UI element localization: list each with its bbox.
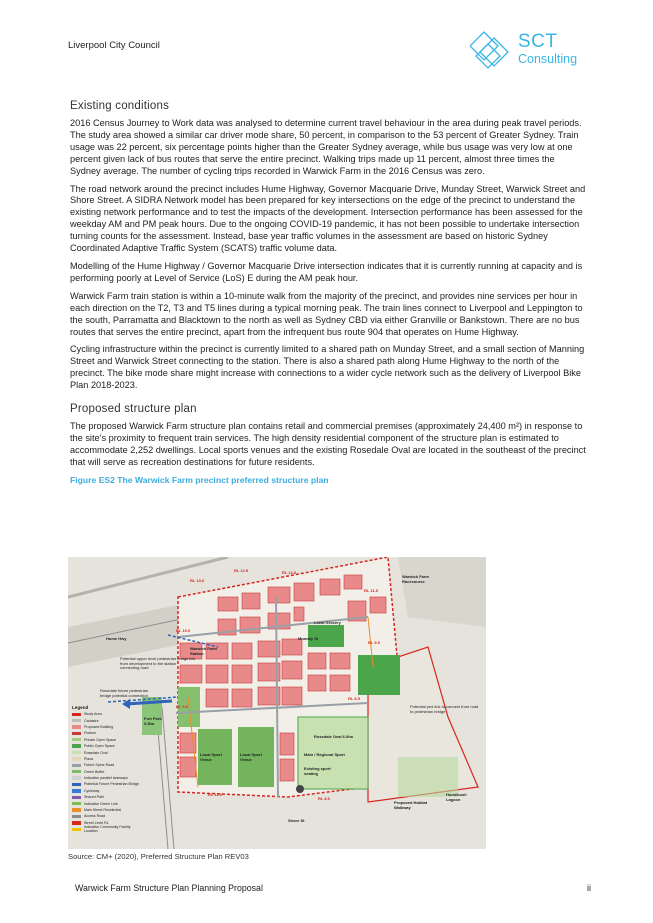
legend-swatch-icon — [72, 738, 81, 741]
legend-swatch-icon — [72, 719, 81, 722]
rl-tag: RL 11.5 — [364, 588, 378, 593]
rl-tag: RL 8.5 — [348, 696, 360, 701]
label-existing-seating: Existing sport seating — [304, 766, 331, 776]
legend-swatch-icon — [72, 751, 81, 754]
existing-paragraph-5: Cycling infrastructure within the precinct is currently limited to a shared path on Munday Street, and a small section of Manning Street and Warwick Street connecting to the station. There is also a shared path along Hume Highway to the north of the precinct. The bike mode share might increase with connections to a wider cycle network such as the delivery of Liverpool Bike Plan 2018-2023. — [70, 344, 585, 391]
legend-swatch-icon — [72, 808, 81, 811]
label-racecourse: Warwick Farm Racecourse — [402, 574, 429, 584]
page-number: ii — [587, 883, 591, 893]
rl-tag: RL 12.5 — [234, 568, 249, 573]
existing-conditions-heading: Existing conditions — [70, 100, 170, 112]
legend-label: Indicative Green Link — [84, 801, 118, 806]
legend-swatch-icon — [72, 757, 81, 760]
label-sport-venue-2: Local Sport Venue — [240, 752, 263, 762]
legend-label: Future Spine Road — [84, 763, 115, 768]
footer-title: Warwick Farm Structure Plan Planning Proposal — [75, 883, 263, 893]
label-main-sport: Main / Regional Sport — [304, 752, 345, 757]
rl-tag: RL 8.0 — [318, 796, 330, 801]
existing-paragraph-4: Warwick Farm train station is within a 10-minute walk from the majority of the precinct, and provides nine services per hour in each direction on the T2, T3 and T5 lines during a typical morning peak. The train lines connect to Liverpool and Leppington to the south, Parramatta and Blacktown to the north as well as Sydney CBD via either Granville or Bankstown. There are no bus routes that serves the entire precinct, apart from the infrequent bus route 904 that operates on Hume Highway. — [70, 290, 583, 337]
existing-paragraph-3: Modelling of the Hume Highway / Governor Macquarie Drive intersection indicates that it is currently running at capacity and is performing poorly at Level of Service (LoS) E during the AM peak hour. — [70, 260, 583, 283]
header-organisation: Liverpool City Council — [68, 40, 160, 51]
label-hume-hwy: Hume Hwy — [106, 636, 127, 641]
legend-label: Cycleway — [84, 788, 100, 793]
legend-label: Indicative parallel laneways — [84, 776, 128, 781]
logo-text-sct: SCT — [518, 31, 558, 52]
label-munday-st: Munday St — [298, 636, 319, 641]
figure-source: Source: CM+ (2020), Preferred Structure Plan REV03 — [68, 852, 249, 861]
legend-label: Rosedale Oval — [84, 750, 108, 755]
rl-tag: RL 9.5 — [368, 640, 380, 645]
legend-label: Potential Future Pedestrian Bridge — [84, 782, 139, 787]
legend-swatch-icon — [72, 828, 81, 831]
label-sport-venue-1: Local Sport Venue — [200, 752, 223, 762]
legend-swatch-icon — [72, 725, 81, 728]
label-shore-st: Shore St — [288, 818, 305, 823]
proposed-paragraph-1: The proposed Warwick Farm structure plan contains retail and commercial premises (approximately 24,400 m²) in response to the site’s proximity to frequent train services. The high density residential component of the structure plan is estimated to accommodate 2,252 dwellings. Local sports venues and the existing Rosedale Oval are located in the southeast of the precinct that will serve as recreation destinations for future residents. — [70, 421, 586, 467]
legend-label: Green Buffer — [84, 769, 105, 774]
label-fort-park: Fort Park 0.5ha — [144, 716, 162, 726]
legend-swatch-icon — [72, 713, 81, 716]
structure-plan-map — [68, 557, 486, 849]
legend-label: Study Area — [84, 712, 102, 717]
legend-label: Shared Path — [84, 795, 104, 800]
label-station: Warwick Farm Station — [190, 646, 217, 656]
label-ped-note: Potential ped link to connect from road to pedestrian bridge — [410, 704, 479, 714]
legend-label: Proposed Building — [84, 724, 114, 729]
existing-paragraph-1: 2016 Census Journey to Work data was analysed to determine current travel behaviour in the area during peak travel periods. The study area showed a similar car driver mode share, 50 percent, in comparison to the 53 percent of Greater Sydney. Train usage was 22 percent, six percentage points higher than the Greater Sydney average, while bus usage was very low at one percent given lack of bus routes that serve the entire precinct. Walking trips made up 11 percent, almost three times the Sydney average. The number of cycling trips recorded in Warwick Farm in the 2016 Census was zero. — [70, 118, 582, 176]
label-bridge-note: Potential upper level pedestrian bridge link from development to the station connecting road — [120, 656, 196, 671]
legend-label: Indicative Community Facility Location — [84, 825, 131, 834]
label-rosedale-bridge-note: Rosedale future pedestrian bridge potential connection — [100, 688, 149, 698]
label-habitat-walkway: Proposed Habitat Walkway — [394, 800, 428, 810]
rl-tag: RL 9.0 — [176, 704, 188, 709]
proposed-structure-plan-heading: Proposed structure plan — [70, 403, 197, 416]
label-local-grocery: Local Grocery — [314, 620, 341, 625]
legend-swatch-icon — [72, 821, 81, 824]
rl-tag: RL 13.0 — [190, 578, 205, 583]
legend-label: Cadastre — [84, 718, 99, 723]
legend-item — [72, 826, 144, 832]
logo-text-consulting: Consulting — [518, 52, 578, 66]
main-content — [70, 100, 586, 489]
legend-swatch-icon — [72, 789, 81, 792]
legend-label: Main Street Residential — [84, 808, 122, 813]
legend-swatch-icon — [72, 815, 81, 818]
legend-swatch-icon — [72, 802, 81, 805]
sct-logo — [470, 28, 590, 72]
legend-swatch-icon — [72, 783, 81, 786]
rl-tag: RL 12.0 — [282, 570, 297, 575]
legend-label: Private Open Space — [84, 737, 117, 742]
map-legend — [72, 705, 144, 832]
legend-label: Access Road — [84, 814, 106, 819]
rl-tag: RL 12.0 — [208, 792, 223, 797]
rl-tag: RL 10.0 — [176, 628, 191, 633]
legend-label: Street Level RL — [84, 820, 109, 825]
legend-title: Legend — [72, 705, 89, 710]
legend-label: Podium — [84, 731, 97, 736]
figure-caption: Figure ES2 The Warwick Farm precinct preferred structure plan — [70, 474, 329, 485]
sct-logo-mark-icon — [470, 28, 516, 72]
legend-swatch-icon — [72, 732, 81, 735]
legend-swatch-icon — [72, 764, 81, 767]
legend-label: Public Open Space — [84, 744, 115, 749]
legend-swatch-icon — [72, 744, 81, 747]
existing-paragraph-2: The road network around the precinct includes Hume Highway, Governor Macquarie Drive, Munday Street, Warwick Street and Shore Street. A SIDRA Network model has been prepared for key intersections on the edge of the precinct to understand the existing network performance and to test the impacts of the development. Intersection performance has been assessed for the weekday AM and PM peak hours. Due to the ongoing COVID-19 pandemic, it has not been possible to undertake intersection turning counts for the assessment. Instead, base year traffic volumes in the assessment are based on historic Sydney Coordinated Adaptive Traffic System (SCATS) traffic volume data. — [70, 183, 586, 254]
legend-swatch-icon — [72, 770, 81, 773]
label-lagoon: Homebush Lagoon — [446, 792, 467, 802]
legend-swatch-icon — [72, 776, 81, 779]
label-rosedale-oval: Rosedale Oval 6.0ha — [314, 734, 353, 739]
legend-swatch-icon — [72, 796, 81, 799]
legend-label: Plaza — [84, 756, 93, 761]
